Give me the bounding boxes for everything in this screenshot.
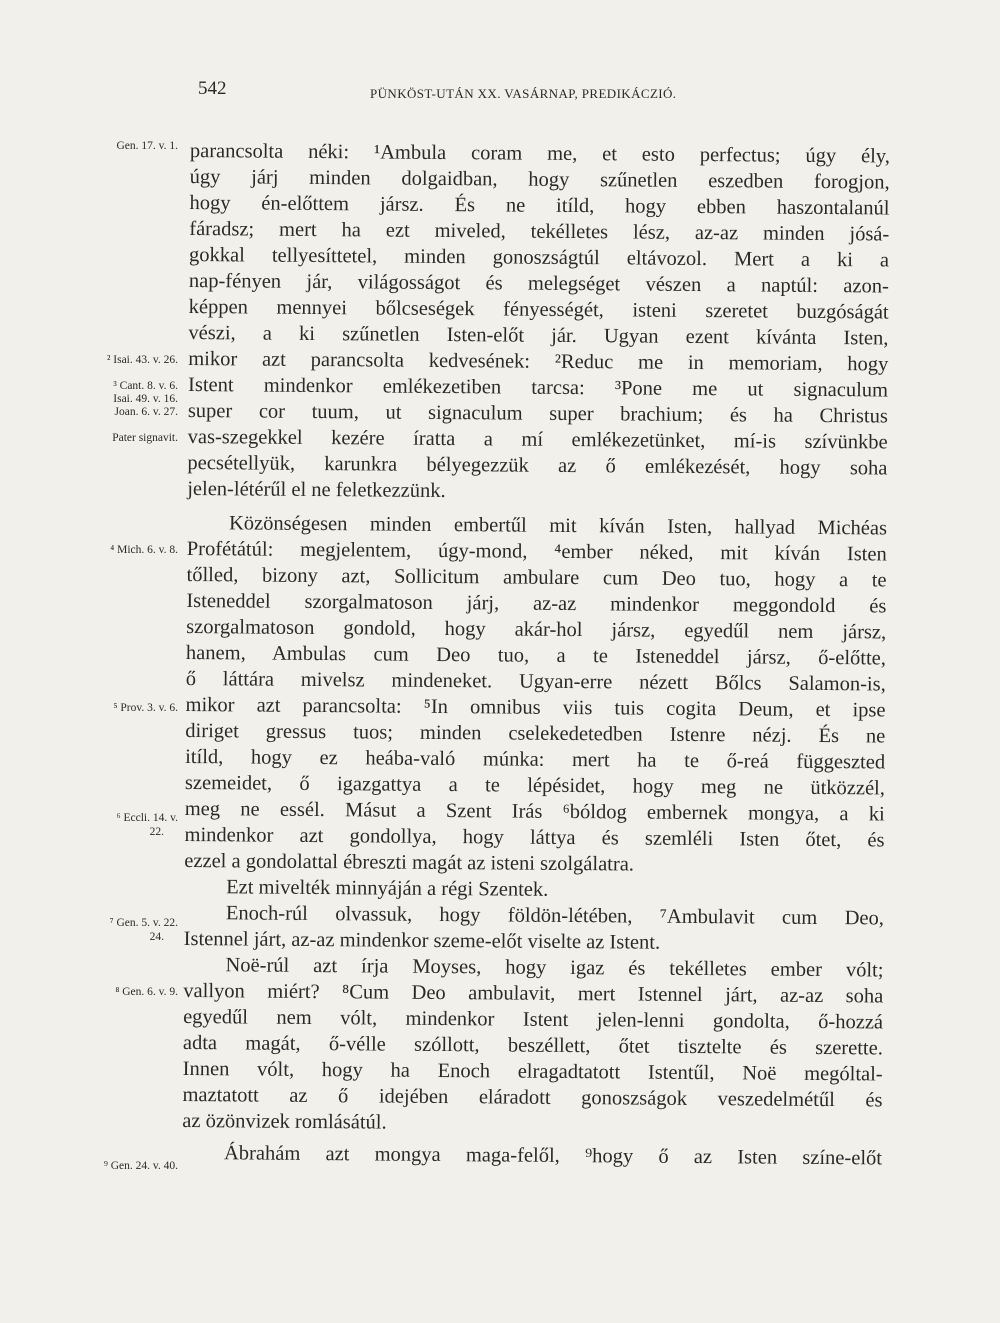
text-line: Enoch-rúl olvassuk, hogy földön-létében, ⁷Ambulavit cum Deo, [225,902,884,930]
text-line: adta magát, ő-vélle szóllott, beszéllett, őtet tisztelte és szerette. [182,1031,883,1060]
text-line: Isteneddel szorgalmatoson járj, az-az mindenkor meggondold és [186,589,887,618]
margin-note: ³ Cant. 8. v. 6. [113,380,178,392]
text-line: Istent mindenkor emlékezetiben tarcsa: ³Pone me ut signaculum [187,373,889,402]
margin-note: Isai. 49. v. 16. [113,393,178,405]
text-line: Istennel járt, az-az mindenkor szeme-előt viselte az Istent. [183,927,661,954]
margin-note: ⁹ Gen. 24. v. 40. [103,1160,178,1172]
margin-note: ⁵ Prov. 3. v. 6. [113,702,178,714]
text-line: Innen vólt, hogy ha Enoch elragadtatott Istentűl, Noë mególtal- [182,1057,883,1086]
text-line: vas-szegekkel kezére íratta a mí emlékezetünket, mí-is szívünkbe [187,425,888,454]
margin-note: ⁷ Gen. 5. v. 22. [109,917,178,929]
text-line: parancsolta néki: ¹Ambula coram me, et esto perfectus; úgy ély, [189,140,890,168]
text-line: hogy én-előttem jársz. És ne itíld, hogy ebben haszontalanúl [189,191,890,220]
running-title: PÜNKÖST-UTÁN XX. VASÁRNAP, PREDIKÁCZIÓ. [370,86,677,101]
text-line: meg ne essél. Másut a Szent Irás ⁶bóldog embernek mongya, a ki [184,797,885,826]
margin-note: Gen. 17. v. 1. [116,140,178,152]
text-line: mindenkor azt gondollya, hogy láttya és szemléli Isten őtet, és [184,823,885,852]
text-line: pecsétellyük, karunkra bélyegezzük az ő emlékezését, hogy soha [187,451,888,480]
text-line: ezzel a gondolattal ébreszti magát az isteni szolgálatra. [184,849,635,876]
text-line: vallyon miért? ⁸Cum Deo ambulavit, mert Istennel járt, az-az soha [183,979,884,1008]
margin-note: ² Isai. 43. v. 26. [106,354,178,366]
text-line: mikor azt parancsolta: ⁵In omnibus viis tuis cogita Deum, et ipse [185,693,886,722]
text-line: itíld, hogy ez heába-való múnka: mert ha te ő-reá függeszted [185,745,886,774]
text-line: úgy járj minden dolgaidban, hogy szűnetlen eszedben forogjon, [189,165,890,194]
text-line: egyedűl nem vólt, mindenkor Istent jelen-lenni gondolta, ő-hozzá [183,1005,884,1034]
text-line: nap-fényen jár, világosságot és melegséget vészen a naptúl: azon- [188,269,889,298]
margin-note: ⁶ Eccli. 14. v. [116,812,178,824]
text-line: szemeidet, ő igazgattya a te lépésidet, hogy meg ne ütközzél, [184,771,886,800]
text-line: Ábrahám azt mongya maga-felől, ⁹hogy ő az Isten színe-előt [223,1142,883,1170]
margin-note: Pater signavit. [112,432,178,444]
margin-note: 22. [149,826,164,838]
text-line: Noë-rúl azt írja Moyses, hogy igaz és tekélletes ember vólt; [225,954,884,982]
text-line: diriget gressus tuos; minden cselekedetedben Istenre nézj. És ne [185,719,886,748]
text-line: jelen-létérűl el ne feletkezzünk. [187,477,446,503]
margin-note: 24. [149,931,164,943]
text-line: képpen mennyei bőlcseségek fényességét, isteni szeretet buzgóságát [188,295,889,324]
margin-note: ⁴ Mich. 6. v. 8. [110,544,178,556]
text-line: super cor tuum, ut signaculum super brachium; és ha Christus [187,399,888,428]
text-line: gokkal tellyesíttetel, minden gonoszságtúl eltávozol. Mert a ki a [189,243,890,272]
text-line: ő láttára mivelsz mindeneket. Ugyan-erre nézett Bőlcs Salamon-is, [185,667,886,696]
margin-note: ⁸ Gen. 6. v. 9. [115,986,178,998]
text-line: szorgalmatoson gondold, hogy akár-hol jársz, egyedűl nem jársz, [186,615,887,644]
text-line: hanem, Ambulas cum Deo tuo, a te Isteneddel jársz, ő-előtte, [185,641,887,670]
text-line: vészi, a ki szűnetlen Isten-előt jár. Ugyan ezent kívánta Isten, [188,321,889,350]
text-line: mikor azt parancsolta kedvesének: ²Reduc me in memoriam, hogy [188,347,889,376]
text-line: maztatott az ő idejében eláradott gonoszságok veszedelmétűl és [182,1083,883,1112]
margin-note: Joan. 6. v. 27. [114,406,178,418]
page-number: 542 [198,78,227,99]
text-line: Ezt mivelték minnyáján a régi Szentek. [226,876,549,901]
text-line: tőlled, bizony azt, Sollicitum ambulare cum Deo tuo, hogy a te [186,563,887,592]
text-line: Profétátúl: megjelentem, úgy-mond, ⁴ember néked, mit kíván Isten [186,537,887,566]
text-line: fáradsz; mert ha ezt miveled, tekélletes lész, az-az minden jósá- [189,217,890,246]
text-line: az özönvizek romlásátúl. [182,1109,387,1134]
text-line: Közönségesen minden embertűl mit kíván Isten, hallyad Michéas [228,512,888,540]
